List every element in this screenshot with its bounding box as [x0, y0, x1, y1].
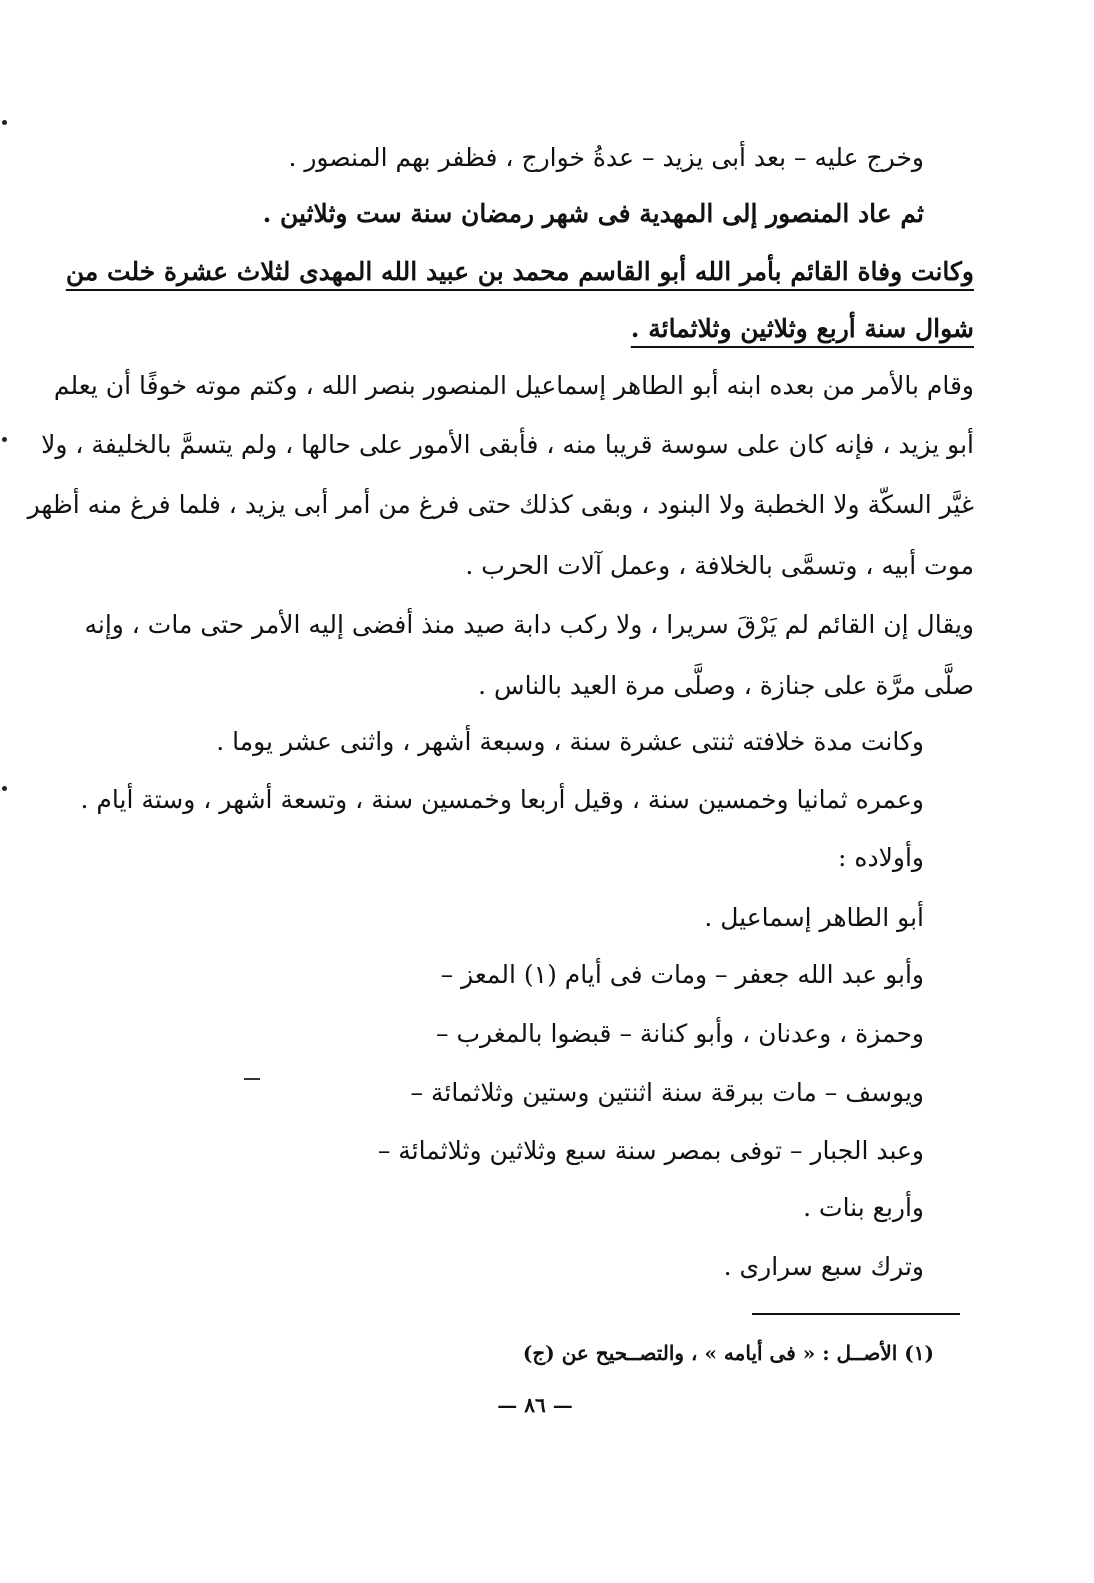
margin-speck — [2, 120, 7, 125]
text-line-19: وأربع بنات . — [803, 1193, 924, 1222]
text-line-18: وعبد الجبار – توفى بمصر سنة سبع وثلاثين وثلاثمائة – — [377, 1136, 924, 1165]
stray-mark — [244, 1078, 260, 1080]
text-line-12: وعمره ثمانيا وخمسين سنة ، وقيل أربعا وخمسين سنة ، وتسعة أشهر ، وستة أيام . — [80, 785, 924, 814]
text-line-4: شوال سنة أربع وثلاثين وثلاثمائة . — [630, 314, 974, 343]
text-line-5: وقام بالأمر من بعده ابنه أبو الطاهر إسماعيل المنصور بنصر الله ، وكتم موته خوفًا أن يعلم — [53, 371, 974, 400]
text-line-11: وكانت مدة خلافته ثنتى عشرة سنة ، وسبعة أشهر ، واثنى عشر يوما . — [216, 727, 924, 756]
margin-speck — [2, 786, 7, 791]
page-number: — ٨٦ — — [497, 1393, 573, 1417]
text-line-16: وحمزة ، وعدنان ، وأبو كنانة – قبضوا بالمغرب – — [436, 1019, 924, 1048]
text-line-20: وترك سبع سرارى . — [723, 1252, 924, 1281]
text-line-7: غيَّر السكّة ولا الخطبة ولا البنود ، وبقى كذلك حتى فرغ من أمر أبى يزيد ، فلما فرغ منه أظهر — [27, 490, 974, 519]
footnote-separator — [752, 1313, 960, 1315]
text-line-9: ويقال إن القائم لم يَرْقَ سريرا ، ولا ركب دابة صيد منذ أفضى إليه الأمر حتى مات ، وإنه — [84, 610, 974, 639]
text-line-6: أبو يزيد ، فإنه كان على سوسة قريبا منه ، فأبقى الأمور على حالها ، ولم يتسمَّ بالخليفة ، ولا — [41, 430, 974, 459]
text-line-8: موت أبيه ، وتسمَّى بالخلافة ، وعمل آلات الحرب . — [465, 551, 974, 580]
text-line-15: وأبو عبد الله جعفر – ومات فى أيام (١) المعز – — [440, 960, 924, 989]
text-line-13: وأولاده : — [838, 843, 924, 872]
text-line-17: ويوسف – مات ببرقة سنة اثنتين وستين وثلاثمائة – — [410, 1078, 924, 1107]
text-line-14: أبو الطاهر إسماعيل . — [704, 903, 924, 932]
text-line-2: ثم عاد المنصور إلى المهدية فى شهر رمضان سنة ست وثلاثين . — [262, 199, 924, 228]
margin-speck — [2, 437, 7, 442]
text-line-3: وكانت وفاة القائم بأمر الله أبو القاسم محمد بن عبيد الله المهدى لثلاث عشرة خلت من — [65, 257, 974, 286]
footnote: (١) الأصــل : « فى أيامه » ، والتصــحيح عن (ج) — [522, 1341, 934, 1365]
text-line-1: وخرج عليه – بعد أبى يزيد – عدةُ خوارج ، فظفر بهم المنصور . — [288, 143, 924, 172]
text-line-10: صلَّى مرَّة على جنازة ، وصلَّى مرة العيد بالناس . — [478, 671, 974, 700]
